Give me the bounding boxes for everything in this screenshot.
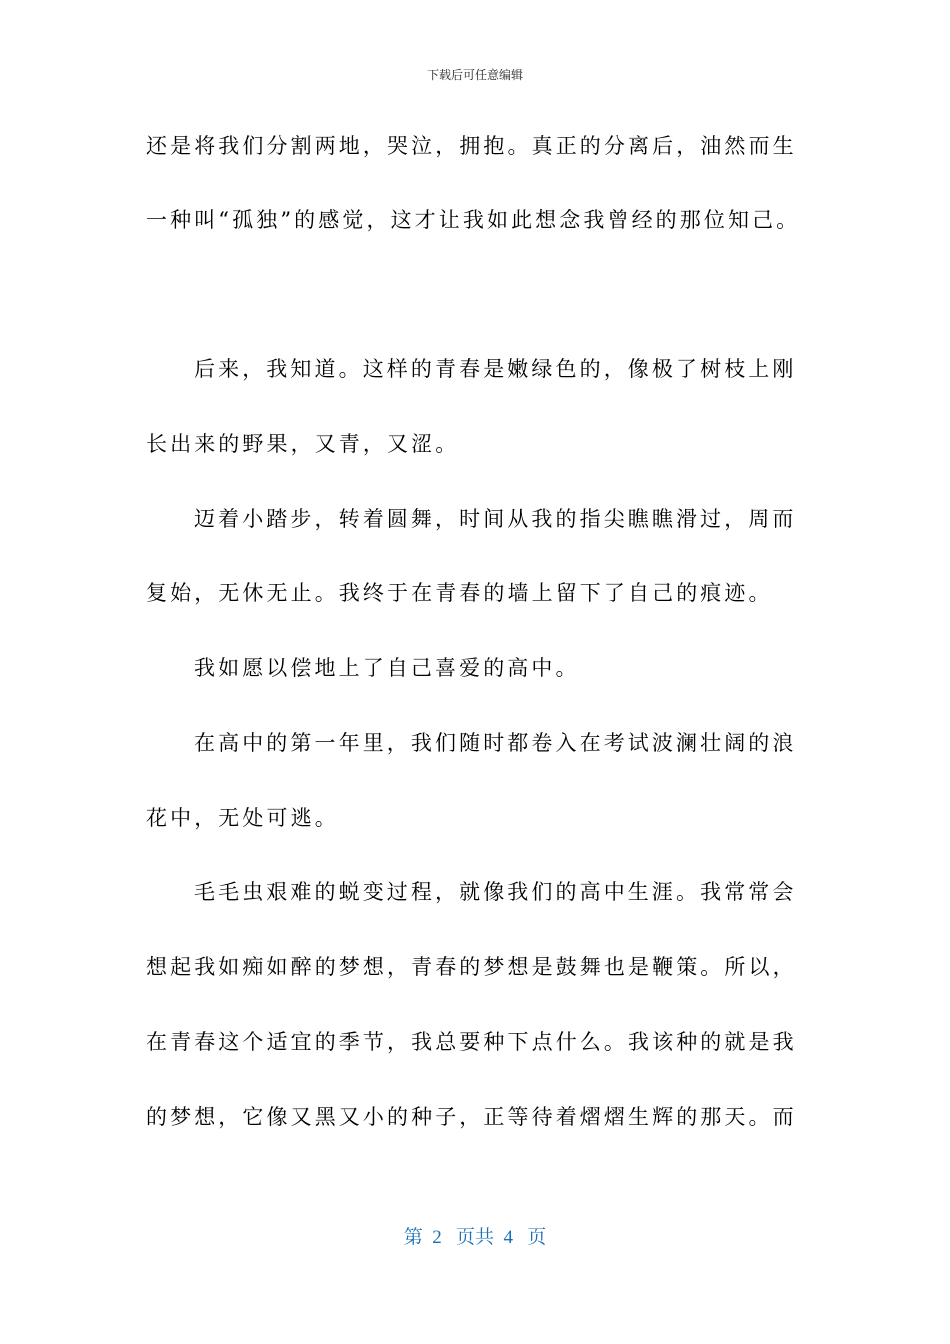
text-line: 我如愿以偿地上了自己喜爱的高中。 [194,656,580,680]
text-line: 迈着小踏步，转着圆舞，时间从我的指尖瞧瞧滑过，周而 [194,507,797,531]
text-line: 在高中的第一年里，我们随时都卷入在考试波澜壮阔的浪 [194,731,797,755]
text-line: 长出来的野果，又青，又涩。 [146,432,460,456]
page-number-footer: 第 2 页共 4 页 [403,1227,547,1248]
text-line: 还是将我们分割两地，哭泣，拥抱。真正的分离后，油然而生 [146,134,797,158]
text-line: 毛毛虫艰难的蜕变过程，就像我们的高中生涯。我常常会 [194,880,797,904]
page-header: 下载后可任意编辑 [426,68,523,82]
text-line: 一种叫“孤独”的感觉，这才让我如此想念我曾经的那位知己。 [146,208,801,232]
text-line: 的梦想，它像又黑又小的种子，正等待着熠熠生辉的那天。而 [146,1105,797,1129]
text-line: 花中，无处可逃。 [146,806,339,830]
text-line: 在青春这个适宜的季节，我总要种下点什么。我该种的就是我 [146,1030,797,1054]
text-line: 想起我如痴如醉的梦想，青春的梦想是鼓舞也是鞭策。所以， [146,955,797,979]
text-line: 后来，我知道。这样的青春是嫩绿色的，像极了树枝上刚 [194,357,797,381]
text-line: 复始，无休无止。我终于在青春的墙上留下了自己的痕迹。 [146,581,773,605]
